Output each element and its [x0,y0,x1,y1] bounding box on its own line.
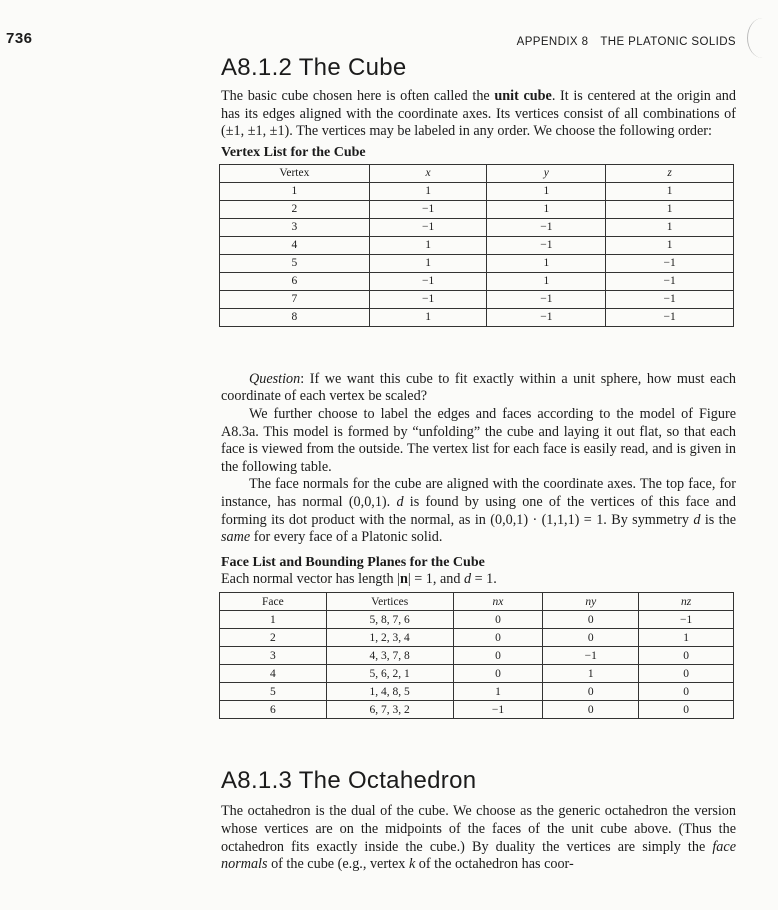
table-cell: 1 [543,665,639,683]
table-cell: 6, 7, 3, 2 [326,701,453,719]
table-row [220,683,734,701]
table-cell: 1 [606,200,734,218]
main-column [221,54,736,874]
table-cell: 2 [220,629,327,647]
normals-text: is found by using one of the vertices of this face and forming its dot product with the normal, as in (0,0,1) · (1,1,1) = 1. By symmetry [221,493,736,528]
k-symbol: k [408,856,416,873]
table-cell: 0 [639,683,734,701]
vertex-table-header-row [220,164,734,182]
table-cell: 0 [453,647,543,665]
face-table-note [221,571,736,589]
table-row [220,218,734,236]
table-row [220,701,734,719]
table-cell: 1 [369,254,487,272]
spacer [221,327,736,371]
table-cell: 1 [487,272,606,290]
table-cell: 0 [639,647,734,665]
table-cell: 1 [487,182,606,200]
table-cell: 1 [369,308,487,326]
face-column-header: Face [220,593,327,611]
table-cell: 1 [606,182,734,200]
table-cell: −1 [487,308,606,326]
face-table-title: Face List and Bounding Planes for the Cube [221,554,485,570]
table-cell: 0 [639,701,734,719]
face-table-header-row [220,593,734,611]
ny-column-header: ny [543,593,639,611]
table-row [220,254,734,272]
same-term: same [221,529,251,546]
table-cell: −1 [487,236,606,254]
table-cell: 3 [220,218,370,236]
nz-column-header: nz [639,593,734,611]
table-row [220,200,734,218]
table-cell: 0 [543,701,639,719]
table-cell: 0 [543,629,639,647]
vertex-table-title: Vertex List for the Cube [221,144,366,160]
running-head [517,36,736,48]
table-cell: 1 [606,218,734,236]
table-cell: 1 [487,200,606,218]
table-cell: −1 [487,290,606,308]
table-cell: 4 [220,665,327,683]
page-number: 736 [6,30,33,47]
table-cell: 5 [220,683,327,701]
table-cell: 6 [220,701,327,719]
table-cell: 5, 6, 2, 1 [326,665,453,683]
question-text: : If we want this cube to fit exactly within a unit sphere, how must each coordinate of each vertex be scaled? [221,370,736,405]
table-row [220,611,734,629]
table-row [220,665,734,683]
table-cell: 0 [453,629,543,647]
table-cell: 4 [220,236,370,254]
table-cell: 6 [220,272,370,290]
normals-text: The face normals for the cube are aligned with the coordinate axes. The top face, for instance, has normal (0,0,1). [221,476,736,510]
table-cell: −1 [543,647,639,665]
table-cell: 1 [487,254,606,272]
table-cell: −1 [369,290,487,308]
face-table [219,592,734,719]
table-cell: 0 [453,611,543,629]
table-row [220,290,734,308]
table-cell: 5, 8, 7, 6 [326,611,453,629]
y-column-header: y [487,164,606,182]
table-cell: 5 [220,254,370,272]
page-curl-decoration [747,18,778,58]
octahedron-text: of the cube (e.g., vertex [267,856,409,873]
running-head-appendix: APPENDIX 8 [516,36,589,48]
octahedron-section-heading: A8.1.3 The Octahedron [221,767,477,795]
table-cell: −1 [606,254,734,272]
table-cell: −1 [606,308,734,326]
table-cell: 2 [220,200,370,218]
table-row [220,647,734,665]
d-symbol: d [693,511,701,528]
table-row [220,182,734,200]
z-column-header: z [606,164,734,182]
face-table-note-text: | = 1, and [407,570,464,587]
vertex-table [219,164,734,327]
table-cell: −1 [639,611,734,629]
table-cell: 0 [639,665,734,683]
x-column-header: x [369,164,487,182]
table-cell: 7 [220,290,370,308]
n-symbol: n [399,570,408,587]
table-cell: −1 [369,200,487,218]
table-cell: −1 [606,272,734,290]
table-cell: −1 [369,218,487,236]
normals-text: is the [700,511,737,528]
table-cell: −1 [369,272,487,290]
table-cell: 4, 3, 7, 8 [326,647,453,665]
table-cell: 1 [369,236,487,254]
cube-intro-paragraph [221,88,736,141]
cube-section-heading: A8.1.2 The Cube [221,54,407,81]
table-cell: 1 [369,182,487,200]
face-table-note-text: Each normal vector has length | [221,570,400,587]
vertex-column-header: Vertex [220,164,370,182]
running-head-title: THE PLATONIC SOLIDS [600,36,736,48]
face-table-note-text: = 1. [471,570,497,587]
table-cell: 1 [639,629,734,647]
table-cell: −1 [606,290,734,308]
table-cell: 8 [220,308,370,326]
table-row [220,236,734,254]
normals-paragraph [221,476,736,546]
table-cell: 1, 4, 8, 5 [326,683,453,701]
table-cell: 1, 2, 3, 4 [326,629,453,647]
d-symbol: d [463,570,472,587]
table-cell: 1 [220,611,327,629]
table-cell: 3 [220,647,327,665]
table-cell: 1 [606,236,734,254]
table-cell: 0 [453,665,543,683]
octahedron-text: of the octahedron has coor- [415,856,574,873]
table-cell: 1 [453,683,543,701]
table-row [220,308,734,326]
octahedron-text: The octahedron is the dual of the cube. We choose as the generic octahedron the version whose vertices are on the midpoints of the faces of the unit cube above. (Thus the octahedron fits exactly inside the cube.) By duality the vertices are simply the [221,803,736,855]
question-label: Question [249,370,301,387]
cube-intro-text: The basic cube chosen here is often called the [221,88,495,104]
question-paragraph [221,371,736,406]
d-symbol: d [396,493,404,510]
cube-intro-text-cont: . It is centered at the origin and has its edges aligned with the coordinate axes. Its vertices consist of all combinations of (±1, ±1, ±1). The vertices may be labeled in any order. We choose the following order: [221,88,736,140]
unit-cube-term: unit cube [494,88,552,104]
table-row [220,272,734,290]
table-cell: −1 [453,701,543,719]
table-cell: 1 [220,182,370,200]
labels-paragraph: We further choose to label the edges and faces according to the model of Figure A8.3a. This model is formed by “unfolding” the cube and laying it out flat, so that each face is viewed from the outside. The vertex list for each face is easily read, and is given in the following table. [221,405,736,475]
nx-column-header: nx [453,593,543,611]
face-normals-term: face normals [221,838,736,873]
octahedron-paragraph [221,803,736,873]
normals-text: for every face of a Platonic solid. [250,529,443,546]
table-cell: 0 [543,611,639,629]
vertices-column-header: Vertices [326,593,453,611]
table-cell: −1 [487,218,606,236]
table-cell: 0 [543,683,639,701]
table-row [220,629,734,647]
